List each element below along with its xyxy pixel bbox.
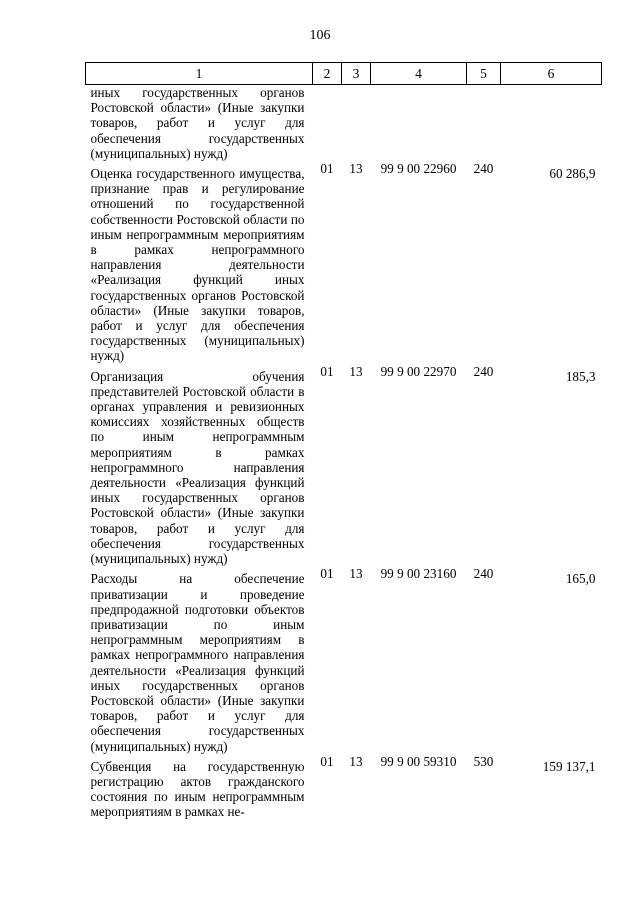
row-subsection: 13 [349,753,363,769]
row-target-code: 99 9 00 23160 [380,566,457,582]
table-row [86,566,602,753]
header-col-6: 6 [501,63,602,85]
row-section: 01 [320,566,334,582]
row-description: иных государственных органов Ростовской области» (Иные закупки товаров, работ и услуг для обеспечения государственных (муниципальных) нужд) [90,85,305,161]
table-body [86,85,602,820]
row-amount: 185,3 [565,368,596,384]
header-col-2: 2 [313,63,342,85]
table-row [86,85,602,162]
row-expense-type: 530 [473,753,494,769]
row-section: 01 [320,753,334,769]
row-section [313,85,342,162]
row-amount: 159 137,1 [542,758,596,774]
header-row [86,63,602,85]
row-target-code: 99 9 00 59310 [380,753,457,769]
page-number: 106 [309,28,331,43]
row-expense-type: 240 [473,161,494,177]
row-section: 01 [320,363,334,379]
row-amount [501,85,602,162]
row-target-code [371,85,467,162]
row-description: Оценка государственного имущества, признание прав и регулирование отношений по государственной собственности Ростовской области по иным непрограммным мероприятиям в рамках непрограммного направления деятельности «Реализация функций иных государственных органов Ростовской области» (Иные закупки товаров, работ и услуг для обеспечения государственных (муниципальных) нужд) [90,166,305,364]
row-target-code: 99 9 00 22970 [380,363,457,379]
row-subsection: 13 [349,363,363,379]
row-description: Организация обучения представителей Ростовской области в органах управления и ревизионных комиссиях хозяйственных обществ по иным непрограммным мероприятиям в рамках непрограммного направления деятельности «Реализация функций иных государственных органов Ростовской области» (Иные закупки товаров, работ и услуг для обеспечения государственных (муниципальных) нужд) [90,368,305,567]
row-expense-type: 240 [473,363,494,379]
table-row [86,754,602,820]
budget-table [85,62,602,820]
row-expense-type: 240 [473,566,494,582]
header-col-4: 4 [371,63,467,85]
row-amount: 60 286,9 [549,166,596,182]
header-col-5: 5 [467,63,501,85]
row-expense-type [467,85,501,162]
header-col-1: 1 [86,63,313,85]
header-col-3: 3 [342,63,371,85]
row-description: Субвенция на государственную регистрацию актов гражданского состояния по иным непрограммным мероприятиям в рамках не- [90,758,305,820]
table-row [86,161,602,364]
row-subsection [342,85,371,162]
table-row [86,364,602,567]
table-header [86,63,602,85]
row-amount: 165,0 [565,571,596,587]
row-description: Расходы на обеспечение приватизации и проведение предпродажной подготовки объектов приватизации по иным непрограммным мероприятиям в рамках непрограммного направления деятельности «Реализация функций иных государственных органов Ростовской области» (Иные закупки товаров, работ и услуг для обеспечения государственных (муниципальных) нужд) [90,571,305,754]
row-section: 01 [320,161,334,177]
row-subsection: 13 [349,566,363,582]
row-subsection: 13 [349,161,363,177]
row-target-code: 99 9 00 22960 [380,161,457,177]
